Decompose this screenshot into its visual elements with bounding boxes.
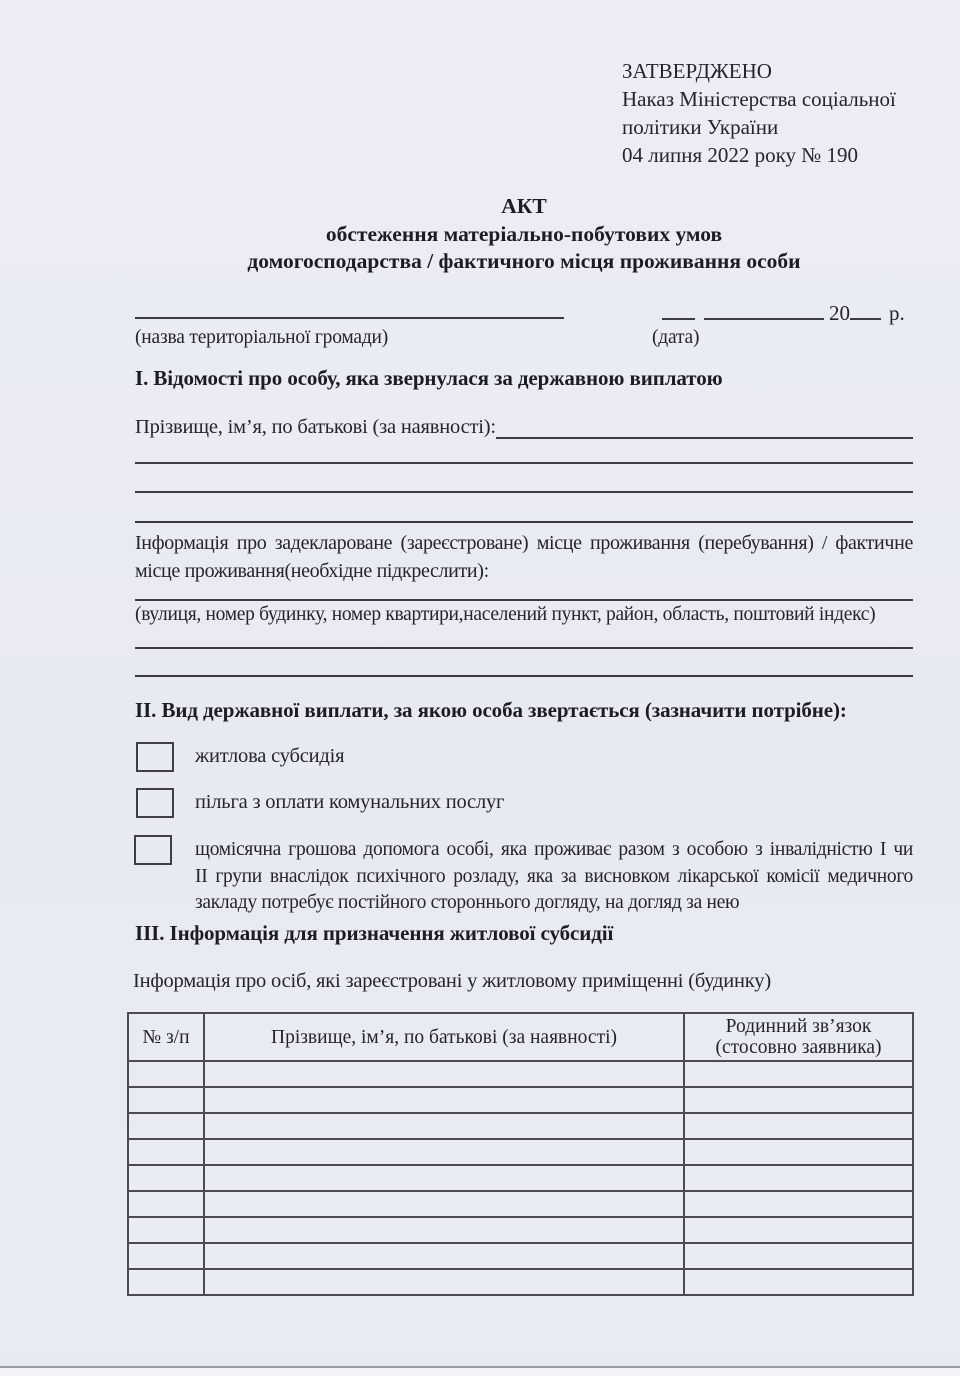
- address-caption: (вулиця, номер будинку, номер квартири,населений пункт, район, область, поштовий індекс): [135, 604, 876, 625]
- table-cell-empty[interactable]: [684, 1113, 913, 1139]
- section-3-heading: ІІІ. Інформація для призначення житлової субсидії: [135, 921, 614, 945]
- blank-line[interactable]: [135, 649, 913, 677]
- option-label-housing-subsidy: житлова субсидія: [195, 745, 345, 767]
- table-cell-empty[interactable]: [128, 1139, 204, 1165]
- approval-block: [622, 57, 952, 169]
- date-day-blank[interactable]: [662, 297, 695, 320]
- table-cell-empty[interactable]: [684, 1217, 913, 1243]
- approval-line: політики України: [622, 115, 779, 139]
- table-cell-empty[interactable]: [204, 1243, 684, 1269]
- registered-persons-table: [127, 1012, 914, 1296]
- table-row: [128, 1243, 913, 1269]
- table-cell-empty[interactable]: [204, 1269, 684, 1295]
- people-table-body: [128, 1061, 913, 1295]
- table-cell-empty[interactable]: [684, 1269, 913, 1295]
- table-cell-empty[interactable]: [204, 1087, 684, 1113]
- table-cell-empty[interactable]: [204, 1165, 684, 1191]
- page-bottom-edge: [0, 1366, 960, 1376]
- table-header-number: № з/п: [128, 1013, 204, 1061]
- address-intro-line: Інформація про задеклароване (зареєстроване) місце проживання (перебування) / фактичне: [135, 532, 913, 554]
- table-cell-empty[interactable]: [684, 1191, 913, 1217]
- title-line: домогосподарства / фактичного місця проживання особи: [247, 249, 801, 273]
- table-cell-empty[interactable]: [128, 1113, 204, 1139]
- table-cell-empty[interactable]: [128, 1061, 204, 1087]
- table-row: [128, 1269, 913, 1295]
- date-year-blank[interactable]: [850, 297, 881, 320]
- address-intro-line: місце проживання(необхідне підкреслити):: [135, 559, 489, 582]
- table-cell-empty[interactable]: [204, 1061, 684, 1087]
- table-cell-empty[interactable]: [128, 1087, 204, 1113]
- table-cell-empty[interactable]: [128, 1191, 204, 1217]
- year-suffix: р.: [889, 301, 905, 325]
- blank-line[interactable]: [135, 464, 913, 494]
- table-header-relation: Родинний зв’язок (стосовно заявника): [684, 1013, 913, 1061]
- table-cell-empty[interactable]: [128, 1217, 204, 1243]
- address-blank-line[interactable]: [135, 583, 913, 601]
- table-row: [128, 1113, 913, 1139]
- section-3-intro: Інформація про осіб, які зареєстровані у житловому приміщенні (будинку): [133, 970, 771, 992]
- date-field-group: [662, 297, 905, 326]
- table-cell-empty[interactable]: [204, 1139, 684, 1165]
- option-line: щомісячна грошова допомога особі, яка проживає разом з особою з інвалідністю І чи: [195, 839, 913, 860]
- page-title: [135, 193, 913, 276]
- table-row: [128, 1217, 913, 1243]
- table-row: [128, 1087, 913, 1113]
- table-header-fullname: Прізвище, ім’я, по батькові (за наявності): [204, 1013, 684, 1061]
- table-cell-empty[interactable]: [684, 1061, 913, 1087]
- table-cell-empty[interactable]: [684, 1087, 913, 1113]
- approval-line: ЗАТВЕРДЖЕНО: [622, 59, 772, 83]
- section-2-heading: ІІ. Вид державної виплати, за якою особа звертається (зазначити потрібне):: [135, 698, 847, 722]
- approval-line: Наказ Міністерства соціальної: [622, 87, 896, 111]
- blank-line[interactable]: [135, 434, 913, 464]
- table-cell-empty[interactable]: [204, 1191, 684, 1217]
- name-extra-blanks: [135, 434, 913, 523]
- year-prefix: 20: [829, 301, 850, 325]
- blank-line[interactable]: [135, 493, 913, 523]
- section-1-heading: І. Відомості про особу, яка звернулася за державною виплатою: [135, 366, 723, 390]
- table-cell-empty[interactable]: [204, 1217, 684, 1243]
- checkbox-monthly-care-allowance[interactable]: [134, 835, 172, 865]
- option-label-monthly-care-allowance: [195, 837, 913, 917]
- name-field-label: Прізвище, ім’я, по батькові (за наявності):: [135, 416, 496, 438]
- title-line: обстеження матеріально-побутових умов: [325, 221, 723, 246]
- checkbox-utility-benefit[interactable]: [136, 788, 174, 818]
- table-cell-empty[interactable]: [128, 1243, 204, 1269]
- approval-line: 04 липня 2022 року № 190: [622, 143, 859, 167]
- table-cell-empty[interactable]: [128, 1165, 204, 1191]
- community-name-blank[interactable]: [135, 300, 564, 319]
- table-row: [128, 1191, 913, 1217]
- table-row: [128, 1061, 913, 1087]
- table-row: [128, 1165, 913, 1191]
- table-cell-empty[interactable]: [684, 1243, 913, 1269]
- option-label-utility-benefit: пільга з оплати комунальних послуг: [195, 791, 505, 813]
- option-line: ІІ групи внаслідок психічного розладу, яка за висновком лікарської комісії медичного: [195, 865, 913, 887]
- table-row: [128, 1139, 913, 1165]
- blank-line[interactable]: [135, 619, 913, 649]
- table-header-row: [128, 1013, 913, 1061]
- table-cell-empty[interactable]: [128, 1269, 204, 1295]
- table-cell-empty[interactable]: [684, 1139, 913, 1165]
- date-caption: (дата): [652, 327, 700, 348]
- checkbox-housing-subsidy[interactable]: [136, 742, 174, 772]
- date-month-blank[interactable]: [704, 297, 824, 320]
- table-cell-empty[interactable]: [684, 1165, 913, 1191]
- address-intro-paragraph: [135, 530, 913, 585]
- address-extra-blanks: [135, 619, 913, 677]
- table-cell-empty[interactable]: [204, 1113, 684, 1139]
- title-line: АКТ: [501, 194, 547, 218]
- option-line: закладу потребує постійного стороннього догляду, на догляд за нею: [195, 892, 740, 913]
- community-name-caption: (назва територіальної громади): [135, 327, 389, 348]
